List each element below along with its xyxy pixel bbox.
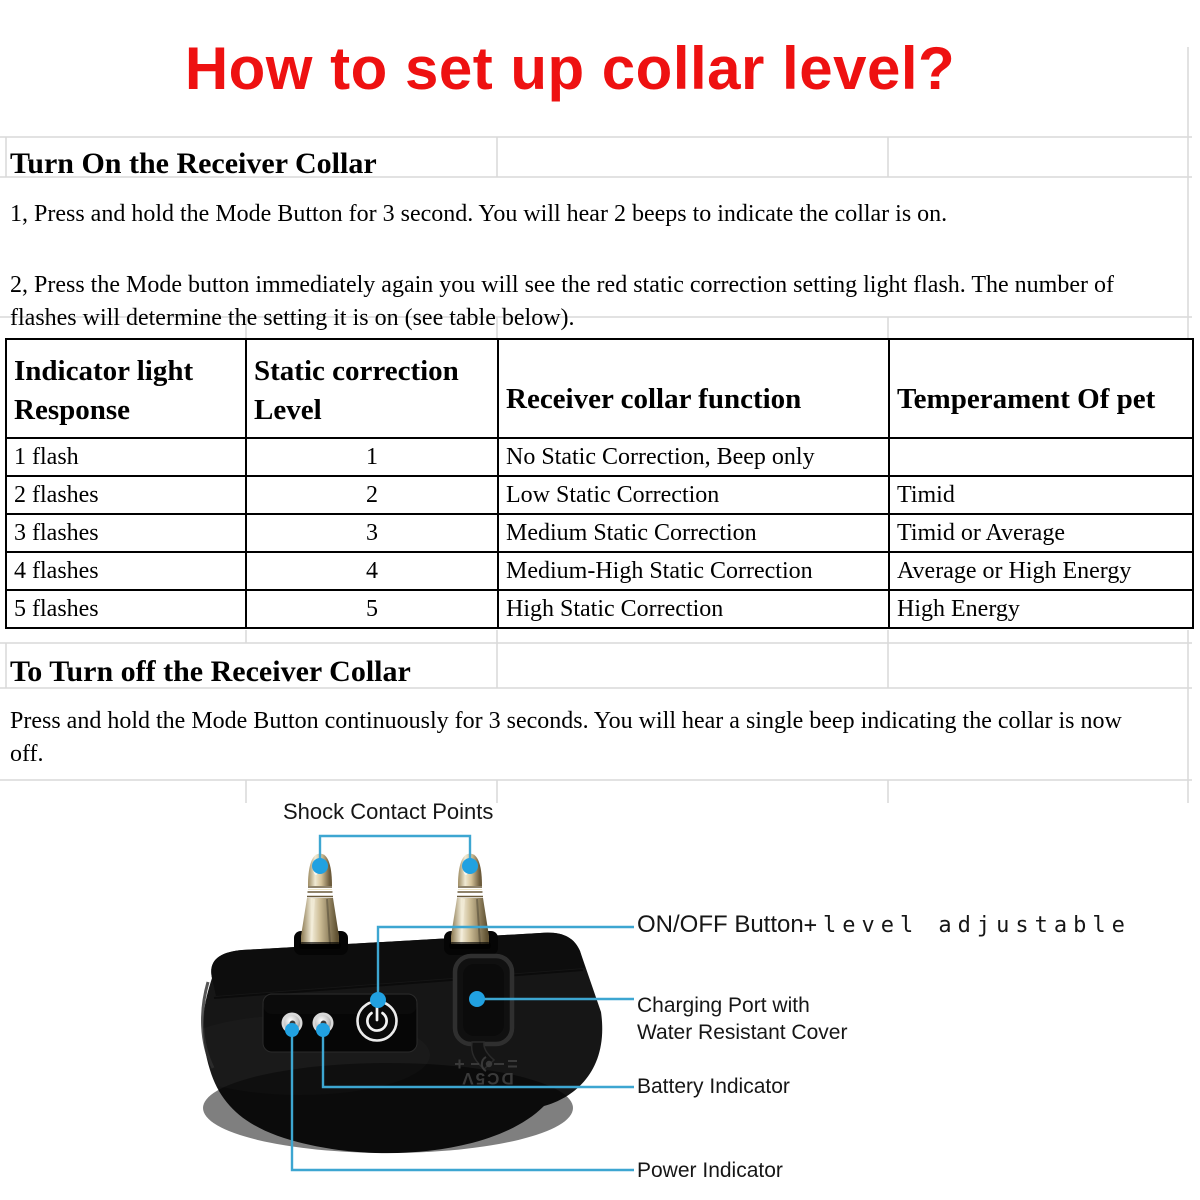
- header-receiver-function: Receiver collar function: [498, 339, 889, 438]
- charging-port-label-line1: Charging Port with: [637, 994, 810, 1017]
- cell-flashes: 1 flash: [6, 438, 246, 476]
- cell-temperament: Average or High Energy: [889, 552, 1193, 590]
- power-indicator-label: Power Indicator: [637, 1159, 783, 1182]
- turn-off-body-line2: off.: [10, 741, 44, 767]
- onoff-button-label-suffix: +level adjustable: [803, 913, 1131, 938]
- cell-function: Low Static Correction: [498, 476, 889, 514]
- cell-level: 1: [246, 438, 498, 476]
- battery-dot: [316, 1023, 330, 1037]
- cell-temperament: Timid or Average: [889, 514, 1193, 552]
- header-temperament: Temperament Of pet: [889, 339, 1193, 438]
- cell-flashes: 2 flashes: [6, 476, 246, 514]
- cell-flashes: 3 flashes: [6, 514, 246, 552]
- collar-device-diagram: [0, 780, 1200, 1200]
- charging-port-label-line2: Water Resistant Cover: [637, 1021, 848, 1044]
- turn-on-step2-line2: flashes will determine the setting it is on (see table below).: [10, 305, 575, 331]
- cell-level: 3: [246, 514, 498, 552]
- cell-function: High Static Correction: [498, 590, 889, 628]
- table-row: [6, 590, 1193, 628]
- cell-level: 2: [246, 476, 498, 514]
- onoff-button-label-main: ON/OFF Button: [637, 911, 804, 938]
- power-dot: [285, 1023, 299, 1037]
- cell-function: Medium Static Correction: [498, 514, 889, 552]
- cell-level: 5: [246, 590, 498, 628]
- cell-function: Medium-High Static Correction: [498, 552, 889, 590]
- turn-off-body-line1: Press and hold the Mode Button continuously for 3 seconds. You will hear a single beep indicating the collar is now: [10, 708, 1122, 734]
- onoff-dot: [370, 992, 386, 1008]
- shock-callout-line: [320, 836, 470, 862]
- turn-off-body: [10, 705, 1122, 771]
- header-indicator-light: [6, 339, 246, 438]
- charging-dot: [469, 991, 485, 1007]
- table-row: [6, 552, 1193, 590]
- cell-flashes: 4 flashes: [6, 552, 246, 590]
- cell-flashes: 5 flashes: [6, 590, 246, 628]
- onoff-button-label: [637, 911, 1131, 939]
- turn-on-heading: Turn On the Receiver Collar: [10, 147, 377, 180]
- turn-off-heading: To Turn off the Receiver Collar: [10, 655, 411, 688]
- header-line: Level: [254, 394, 322, 426]
- cell-temperament: High Energy: [889, 590, 1193, 628]
- cell-level: 4: [246, 552, 498, 590]
- header-line: Static correction: [254, 355, 459, 387]
- battery-indicator-label: Battery Indicator: [637, 1075, 790, 1098]
- table-row: [6, 476, 1193, 514]
- charging-port-label: [637, 992, 847, 1046]
- header-line: Indicator light: [14, 355, 194, 387]
- turn-on-step2-line1: 2, Press the Mode button immediately again you will see the red static correction setting light flash. The number of: [10, 272, 1114, 298]
- page-title: How to set up collar level?: [184, 35, 956, 102]
- shock-dot-right: [462, 858, 478, 874]
- dc5v-marking: DC5V: [460, 1069, 514, 1088]
- header-static-level: [246, 339, 498, 438]
- cell-temperament: Timid: [889, 476, 1193, 514]
- cell-temperament: [889, 438, 1193, 476]
- table-header-row: [6, 339, 1193, 438]
- table-row: [6, 438, 1193, 476]
- cell-function: No Static Correction, Beep only: [498, 438, 889, 476]
- collar-level-table: [5, 338, 1194, 629]
- shock-contact-points-label: Shock Contact Points: [283, 799, 494, 824]
- turn-on-step2: [10, 269, 1114, 335]
- table-row: [6, 514, 1193, 552]
- header-line: Response: [14, 394, 131, 426]
- shock-dot-left: [312, 858, 328, 874]
- turn-on-step1: 1, Press and hold the Mode Button for 3 second. You will hear 2 beeps to indicate the collar is on.: [10, 201, 948, 227]
